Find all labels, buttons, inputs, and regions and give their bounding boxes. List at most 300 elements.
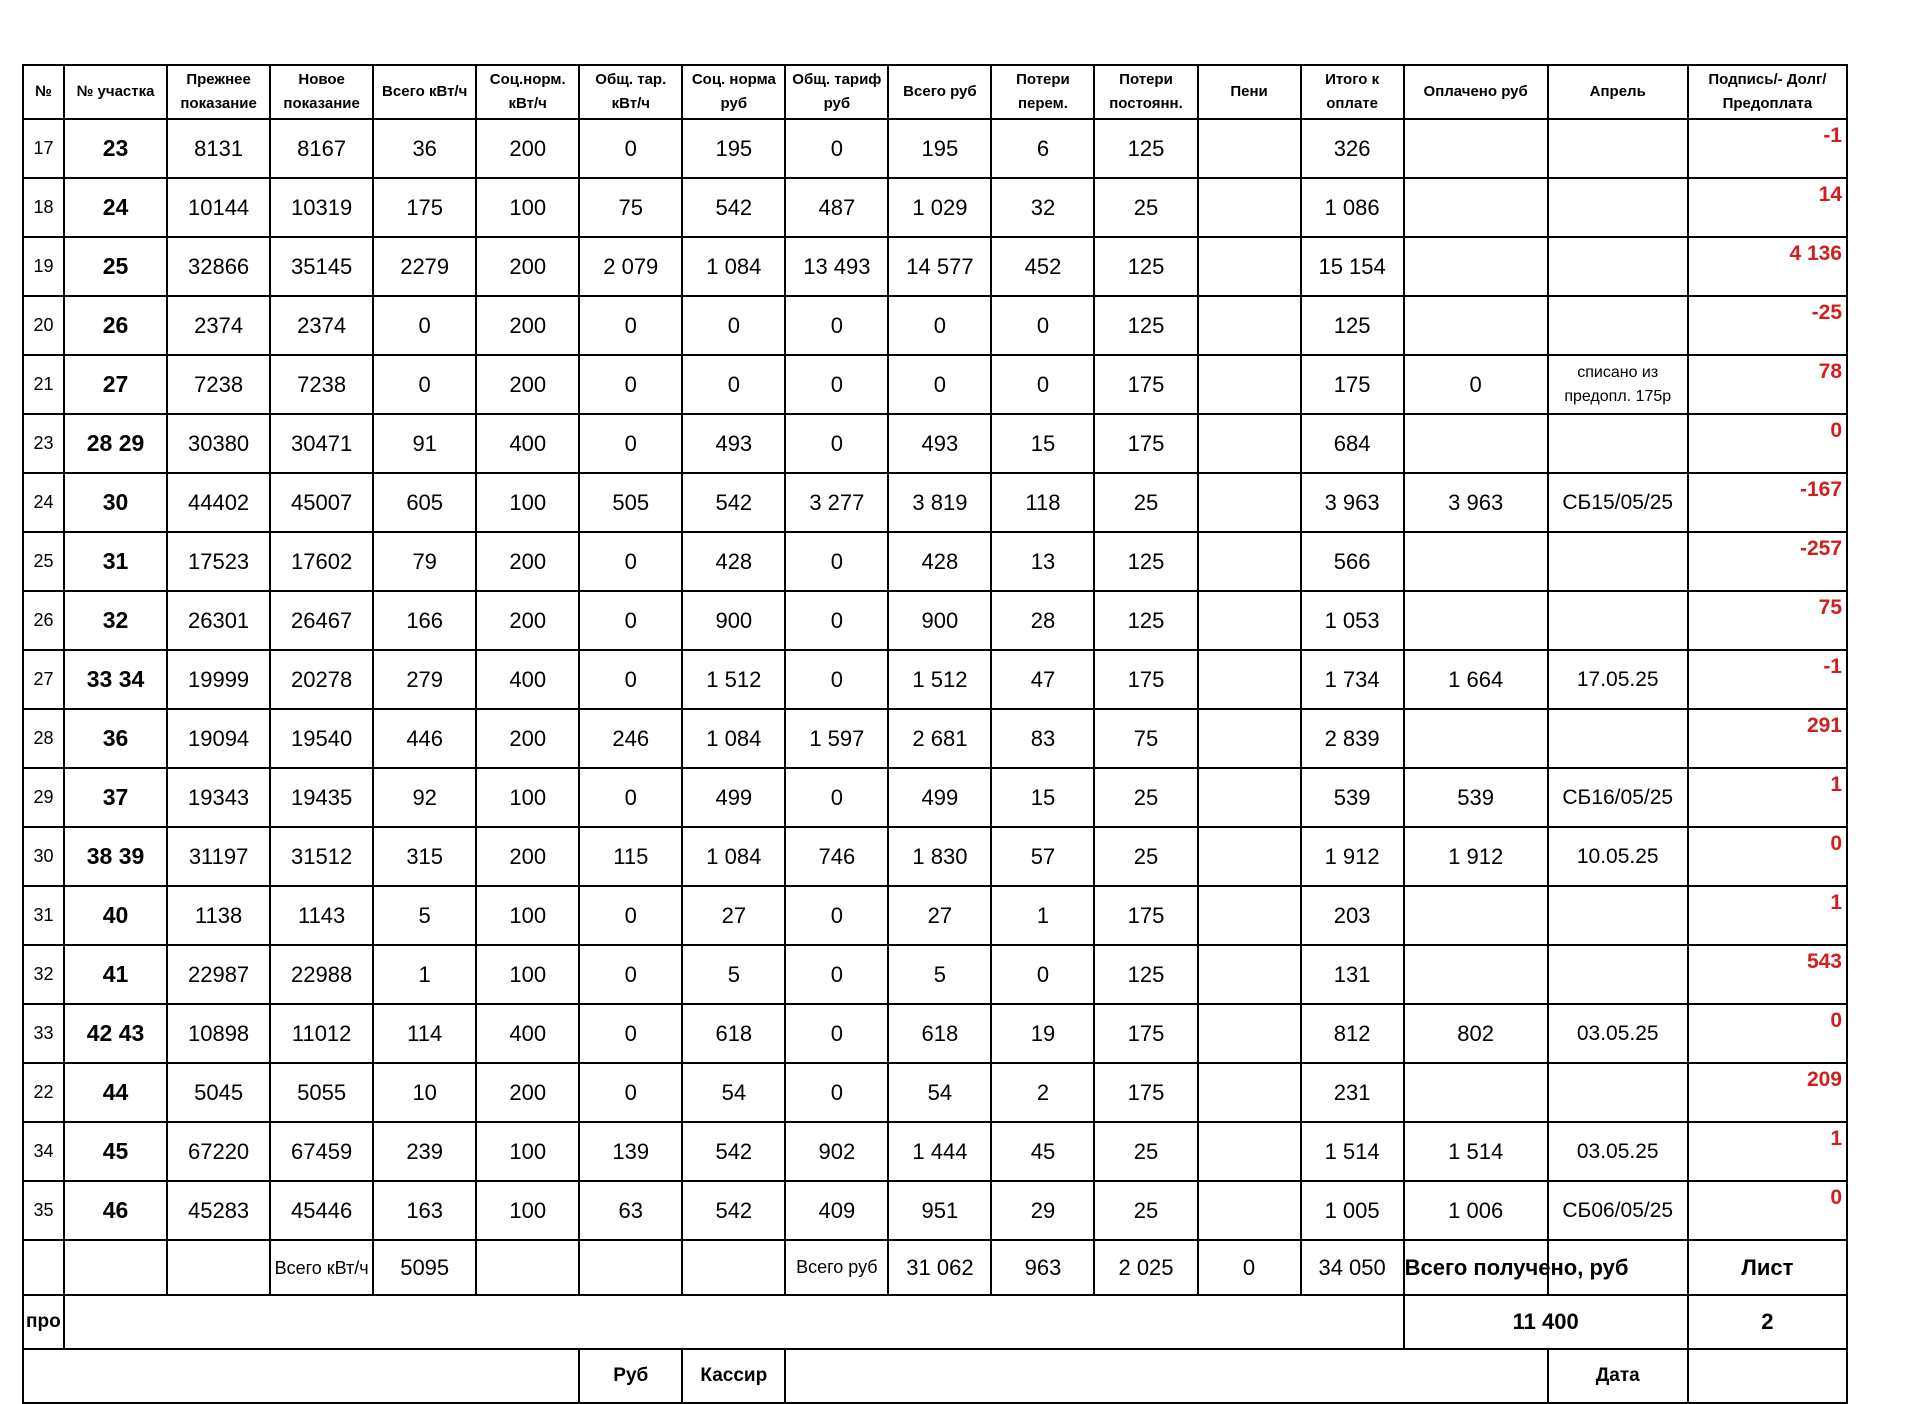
- variable-losses: 2: [991, 1063, 1094, 1122]
- table-row: [23, 709, 1847, 768]
- paid-rub: [1404, 591, 1548, 650]
- constant-losses: 25: [1094, 827, 1197, 886]
- paid-rub: [1404, 1063, 1548, 1122]
- new-reading: 35145: [270, 237, 373, 296]
- date-label: Дата: [1548, 1349, 1688, 1403]
- variable-losses: 452: [991, 237, 1094, 296]
- april-note: 03.05.25: [1548, 1122, 1688, 1181]
- constant-losses: 125: [1094, 945, 1197, 1004]
- variable-losses: 28: [991, 591, 1094, 650]
- debt-prepayment: 0: [1688, 414, 1847, 473]
- variable-losses: 47: [991, 650, 1094, 709]
- general-tariff-kwh: 505: [579, 473, 682, 532]
- total-kwh: 446: [373, 709, 476, 768]
- general-tariff-rub: 0: [785, 945, 888, 1004]
- paid-rub: 3 963: [1404, 473, 1548, 532]
- row-number: 26: [23, 591, 64, 650]
- general-tariff-kwh: 0: [579, 886, 682, 945]
- amount-due: 125: [1301, 296, 1404, 355]
- signature-row: [23, 1349, 1847, 1403]
- amount-due: 3 963: [1301, 473, 1404, 532]
- previous-reading: 19343: [167, 768, 270, 827]
- penalty: [1198, 1063, 1301, 1122]
- social-norm-kwh: 100: [476, 886, 579, 945]
- constant-losses: 175: [1094, 886, 1197, 945]
- variable-losses: 118: [991, 473, 1094, 532]
- total-rub: 493: [888, 414, 991, 473]
- cell-empty: [23, 1240, 64, 1295]
- general-tariff-rub: 0: [785, 1063, 888, 1122]
- previous-reading: 1138: [167, 886, 270, 945]
- debt-prepayment: 0: [1688, 827, 1847, 886]
- penalty: [1198, 355, 1301, 414]
- constant-losses: 25: [1094, 1181, 1197, 1240]
- cell-empty: [23, 1349, 579, 1403]
- constant-losses: 125: [1094, 119, 1197, 178]
- new-reading: 17602: [270, 532, 373, 591]
- plot-number: 32: [64, 591, 167, 650]
- total-kwh: 0: [373, 296, 476, 355]
- general-tariff-kwh: 0: [579, 650, 682, 709]
- plot-number: 44: [64, 1063, 167, 1122]
- april-note: [1548, 532, 1688, 591]
- social-norm-kwh: 100: [476, 178, 579, 237]
- row-number: 20: [23, 296, 64, 355]
- april-note: [1548, 237, 1688, 296]
- amount-due: 1 005: [1301, 1181, 1404, 1240]
- previous-reading: 44402: [167, 473, 270, 532]
- social-norm-kwh: 200: [476, 237, 579, 296]
- debt-prepayment: 291: [1688, 709, 1847, 768]
- plot-number: 30: [64, 473, 167, 532]
- previous-reading: 30380: [167, 414, 270, 473]
- social-norm-rub: 542: [682, 1122, 785, 1181]
- penalty: [1198, 768, 1301, 827]
- variable-losses: 57: [991, 827, 1094, 886]
- row-number: 31: [23, 886, 64, 945]
- variable-losses: 13: [991, 532, 1094, 591]
- received-label: Всего получено, руб: [1404, 1240, 1548, 1295]
- total-rub: 1 029: [888, 178, 991, 237]
- general-tariff-kwh: 2 079: [579, 237, 682, 296]
- total-rub: 3 819: [888, 473, 991, 532]
- total-rub: 900: [888, 591, 991, 650]
- table-row: [23, 650, 1847, 709]
- table-row: [23, 945, 1847, 1004]
- row-number: 30: [23, 827, 64, 886]
- april-note: [1548, 178, 1688, 237]
- social-norm-rub: 54: [682, 1063, 785, 1122]
- total-kwh: 279: [373, 650, 476, 709]
- total-rub: 0: [888, 296, 991, 355]
- variable-losses: 15: [991, 414, 1094, 473]
- row-number: 27: [23, 650, 64, 709]
- plot-number: 33 34: [64, 650, 167, 709]
- paid-rub: 1 664: [1404, 650, 1548, 709]
- plot-number: 37: [64, 768, 167, 827]
- column-header: Всего кВт/ч: [373, 65, 476, 119]
- debt-prepayment: -25: [1688, 296, 1847, 355]
- table-row: [23, 1063, 1847, 1122]
- new-reading: 30471: [270, 414, 373, 473]
- total-kwh-value: 5095: [373, 1240, 476, 1295]
- paid-rub: [1404, 178, 1548, 237]
- column-header: Соц. норма руб: [682, 65, 785, 119]
- paid-rub: [1404, 237, 1548, 296]
- plot-number: 25: [64, 237, 167, 296]
- total-kwh: 10: [373, 1063, 476, 1122]
- row-number: 24: [23, 473, 64, 532]
- column-header: Новое показание: [270, 65, 373, 119]
- new-reading: 11012: [270, 1004, 373, 1063]
- penalty: [1198, 650, 1301, 709]
- total-rub: 54: [888, 1063, 991, 1122]
- social-norm-kwh: 400: [476, 650, 579, 709]
- general-tariff-rub: 0: [785, 1004, 888, 1063]
- received-row: [23, 1295, 1847, 1349]
- new-reading: 7238: [270, 355, 373, 414]
- social-norm-rub: 542: [682, 178, 785, 237]
- general-tariff-rub: 0: [785, 768, 888, 827]
- penalty: [1198, 1004, 1301, 1063]
- penalty: [1198, 414, 1301, 473]
- total-rub-value: 31 062: [888, 1240, 991, 1295]
- cell-empty: [579, 1240, 682, 1295]
- penalty: [1198, 296, 1301, 355]
- debt-prepayment: -1: [1688, 650, 1847, 709]
- plot-number: 24: [64, 178, 167, 237]
- table-row: [23, 1122, 1847, 1181]
- social-norm-kwh: 200: [476, 827, 579, 886]
- total-rub: 618: [888, 1004, 991, 1063]
- amount-due: 15 154: [1301, 237, 1404, 296]
- amount-due: 1 086: [1301, 178, 1404, 237]
- paid-rub: 1 912: [1404, 827, 1548, 886]
- table-row: [23, 296, 1847, 355]
- new-reading: 45446: [270, 1181, 373, 1240]
- april-note: [1548, 886, 1688, 945]
- debt-prepayment: 4 136: [1688, 237, 1847, 296]
- new-reading: 19540: [270, 709, 373, 768]
- social-norm-kwh: 200: [476, 119, 579, 178]
- paid-rub: 539: [1404, 768, 1548, 827]
- general-tariff-kwh: 0: [579, 355, 682, 414]
- debt-prepayment: 1: [1688, 1122, 1847, 1181]
- total-kwh: 5: [373, 886, 476, 945]
- general-tariff-kwh: 0: [579, 119, 682, 178]
- total-rub-label: Всего руб: [785, 1240, 888, 1295]
- total-kwh: 163: [373, 1181, 476, 1240]
- april-note: [1548, 296, 1688, 355]
- social-norm-kwh: 200: [476, 591, 579, 650]
- april-note: 03.05.25: [1548, 1004, 1688, 1063]
- new-reading: 5055: [270, 1063, 373, 1122]
- new-reading: 22988: [270, 945, 373, 1004]
- total-kwh: 239: [373, 1122, 476, 1181]
- general-tariff-kwh: 0: [579, 1004, 682, 1063]
- general-tariff-rub: 0: [785, 886, 888, 945]
- previous-reading: 19999: [167, 650, 270, 709]
- previous-reading: 32866: [167, 237, 270, 296]
- debt-prepayment: 0: [1688, 1004, 1847, 1063]
- previous-reading: 10898: [167, 1004, 270, 1063]
- paid-rub: [1404, 119, 1548, 178]
- penalty: [1198, 827, 1301, 886]
- new-reading: 8167: [270, 119, 373, 178]
- april-note: СБ16/05/25: [1548, 768, 1688, 827]
- variable-losses: 0: [991, 355, 1094, 414]
- general-tariff-kwh: 246: [579, 709, 682, 768]
- april-note: [1548, 414, 1688, 473]
- general-tariff-kwh: 0: [579, 591, 682, 650]
- table-row: [23, 473, 1847, 532]
- amount-due: 1 734: [1301, 650, 1404, 709]
- new-reading: 19435: [270, 768, 373, 827]
- general-tariff-rub: 13 493: [785, 237, 888, 296]
- table-row: [23, 768, 1847, 827]
- table-row: [23, 827, 1847, 886]
- general-tariff-kwh: 75: [579, 178, 682, 237]
- general-tariff-kwh: 0: [579, 296, 682, 355]
- social-norm-rub: 542: [682, 1181, 785, 1240]
- social-norm-rub: 1 084: [682, 827, 785, 886]
- total-kwh: 91: [373, 414, 476, 473]
- social-norm-rub: 5: [682, 945, 785, 1004]
- column-header: Общ. тар. кВт/ч: [579, 65, 682, 119]
- previous-reading: 8131: [167, 119, 270, 178]
- april-note: СБ06/05/25: [1548, 1181, 1688, 1240]
- april-note: [1548, 1063, 1688, 1122]
- column-header: №: [23, 65, 64, 119]
- truncated-label: про: [23, 1295, 64, 1349]
- general-tariff-rub: 409: [785, 1181, 888, 1240]
- social-norm-kwh: 200: [476, 1063, 579, 1122]
- table-footer: [23, 1240, 1847, 1403]
- general-tariff-rub: 0: [785, 591, 888, 650]
- total-kwh: 315: [373, 827, 476, 886]
- header-row: [23, 65, 1847, 119]
- previous-reading: 17523: [167, 532, 270, 591]
- row-number: 35: [23, 1181, 64, 1240]
- penalty: [1198, 1122, 1301, 1181]
- plot-number: 28 29: [64, 414, 167, 473]
- plot-number: 36: [64, 709, 167, 768]
- april-note: [1548, 119, 1688, 178]
- april-note: списано из предопл. 175р: [1548, 355, 1688, 414]
- previous-reading: 10144: [167, 178, 270, 237]
- table-row: [23, 414, 1847, 473]
- column-header: Прежнее показание: [167, 65, 270, 119]
- total-rub: 0: [888, 355, 991, 414]
- row-number: 22: [23, 1063, 64, 1122]
- paid-rub: [1404, 414, 1548, 473]
- total-rub: 1 444: [888, 1122, 991, 1181]
- amount-due: 131: [1301, 945, 1404, 1004]
- column-header: Пени: [1198, 65, 1301, 119]
- new-reading: 10319: [270, 178, 373, 237]
- table-row: [23, 119, 1847, 178]
- total-kwh: 605: [373, 473, 476, 532]
- previous-reading: 22987: [167, 945, 270, 1004]
- general-tariff-kwh: 115: [579, 827, 682, 886]
- variable-losses: 6: [991, 119, 1094, 178]
- social-norm-rub: 428: [682, 532, 785, 591]
- social-norm-rub: 542: [682, 473, 785, 532]
- social-norm-rub: 195: [682, 119, 785, 178]
- debt-prepayment: -257: [1688, 532, 1847, 591]
- social-norm-kwh: 400: [476, 1004, 579, 1063]
- total-rub: 428: [888, 532, 991, 591]
- social-norm-rub: 900: [682, 591, 785, 650]
- column-header: Всего руб: [888, 65, 991, 119]
- total-rub: 951: [888, 1181, 991, 1240]
- previous-reading: 26301: [167, 591, 270, 650]
- sheet-number: 2: [1688, 1295, 1847, 1349]
- plot-number: 23: [64, 119, 167, 178]
- plot-number: 42 43: [64, 1004, 167, 1063]
- previous-reading: 31197: [167, 827, 270, 886]
- table-row: [23, 886, 1847, 945]
- table-row: [23, 532, 1847, 591]
- general-tariff-rub: 0: [785, 532, 888, 591]
- general-tariff-rub: 0: [785, 119, 888, 178]
- general-tariff-kwh: 0: [579, 532, 682, 591]
- social-norm-rub: 1 084: [682, 237, 785, 296]
- new-reading: 20278: [270, 650, 373, 709]
- debt-prepayment: 14: [1688, 178, 1847, 237]
- social-norm-kwh: 100: [476, 1181, 579, 1240]
- april-note: СБ15/05/25: [1548, 473, 1688, 532]
- total-rub: 195: [888, 119, 991, 178]
- received-total: 11 400: [1404, 1295, 1688, 1349]
- previous-reading: 5045: [167, 1063, 270, 1122]
- amount-due: 684: [1301, 414, 1404, 473]
- plot-number: 31: [64, 532, 167, 591]
- plot-number: 46: [64, 1181, 167, 1240]
- total-due: 34 050: [1301, 1240, 1404, 1295]
- social-norm-kwh: 100: [476, 945, 579, 1004]
- column-header: № участка: [64, 65, 167, 119]
- variable-losses: 83: [991, 709, 1094, 768]
- paid-rub: [1404, 945, 1548, 1004]
- previous-reading: 45283: [167, 1181, 270, 1240]
- total-rub: 27: [888, 886, 991, 945]
- previous-reading: 7238: [167, 355, 270, 414]
- penalty: [1198, 119, 1301, 178]
- row-number: 23: [23, 414, 64, 473]
- social-norm-kwh: 400: [476, 414, 579, 473]
- amount-due: 175: [1301, 355, 1404, 414]
- constant-losses: 175: [1094, 1004, 1197, 1063]
- total-rub: 1 512: [888, 650, 991, 709]
- total-rub: 14 577: [888, 237, 991, 296]
- column-header: Подпись/- Долг/Предоплата: [1688, 65, 1847, 119]
- variable-losses: 0: [991, 296, 1094, 355]
- paid-rub: 802: [1404, 1004, 1548, 1063]
- paid-rub: [1404, 709, 1548, 768]
- previous-reading: 19094: [167, 709, 270, 768]
- total-kwh: 2279: [373, 237, 476, 296]
- row-number: 19: [23, 237, 64, 296]
- general-tariff-kwh: 0: [579, 414, 682, 473]
- plot-number: 45: [64, 1122, 167, 1181]
- column-header: Потери перем.: [991, 65, 1094, 119]
- column-header: Итого к оплате: [1301, 65, 1404, 119]
- amount-due: 566: [1301, 532, 1404, 591]
- new-reading: 2374: [270, 296, 373, 355]
- column-header: Апрель: [1548, 65, 1688, 119]
- total-rub: 1 830: [888, 827, 991, 886]
- new-reading: 67459: [270, 1122, 373, 1181]
- social-norm-rub: 27: [682, 886, 785, 945]
- row-number: 25: [23, 532, 64, 591]
- penalty: [1198, 1181, 1301, 1240]
- column-header: Общ. тариф руб: [785, 65, 888, 119]
- social-norm-rub: 499: [682, 768, 785, 827]
- april-note: 17.05.25: [1548, 650, 1688, 709]
- debt-prepayment: 543: [1688, 945, 1847, 1004]
- cell-empty: [64, 1240, 167, 1295]
- social-norm-kwh: 100: [476, 768, 579, 827]
- electricity-billing-table: [22, 64, 1848, 1404]
- new-reading: 26467: [270, 591, 373, 650]
- total-loss-const: 2 025: [1094, 1240, 1197, 1295]
- general-tariff-kwh: 0: [579, 768, 682, 827]
- total-rub: 2 681: [888, 709, 991, 768]
- row-number: 34: [23, 1122, 64, 1181]
- total-kwh-label: Всего кВт/ч: [270, 1240, 373, 1295]
- date-field: [1688, 1349, 1847, 1403]
- new-reading: 1143: [270, 886, 373, 945]
- general-tariff-kwh: 63: [579, 1181, 682, 1240]
- sheet-label: Лист: [1688, 1240, 1847, 1295]
- penalty: [1198, 237, 1301, 296]
- total-rub: 5: [888, 945, 991, 1004]
- social-norm-kwh: 200: [476, 296, 579, 355]
- row-number: 32: [23, 945, 64, 1004]
- debt-prepayment: 75: [1688, 591, 1847, 650]
- debt-prepayment: 78: [1688, 355, 1847, 414]
- column-header: Соц.норм. кВт/ч: [476, 65, 579, 119]
- new-reading: 45007: [270, 473, 373, 532]
- table-row: [23, 591, 1847, 650]
- cell-empty: [476, 1240, 579, 1295]
- amount-due: 203: [1301, 886, 1404, 945]
- paid-rub: 1 006: [1404, 1181, 1548, 1240]
- paid-rub: 1 514: [1404, 1122, 1548, 1181]
- constant-losses: 175: [1094, 414, 1197, 473]
- amount-due: 539: [1301, 768, 1404, 827]
- constant-losses: 75: [1094, 709, 1197, 768]
- total-rub: 499: [888, 768, 991, 827]
- penalty: [1198, 709, 1301, 768]
- constant-losses: 25: [1094, 473, 1197, 532]
- constant-losses: 25: [1094, 768, 1197, 827]
- total-kwh: 92: [373, 768, 476, 827]
- constant-losses: 25: [1094, 178, 1197, 237]
- row-number: 29: [23, 768, 64, 827]
- general-tariff-rub: 1 597: [785, 709, 888, 768]
- social-norm-rub: 1 084: [682, 709, 785, 768]
- april-note: [1548, 709, 1688, 768]
- amount-due: 326: [1301, 119, 1404, 178]
- social-norm-kwh: 100: [476, 473, 579, 532]
- general-tariff-kwh: 139: [579, 1122, 682, 1181]
- constant-losses: 25: [1094, 1122, 1197, 1181]
- row-number: 21: [23, 355, 64, 414]
- total-loss-var: 963: [991, 1240, 1094, 1295]
- plot-number: 38 39: [64, 827, 167, 886]
